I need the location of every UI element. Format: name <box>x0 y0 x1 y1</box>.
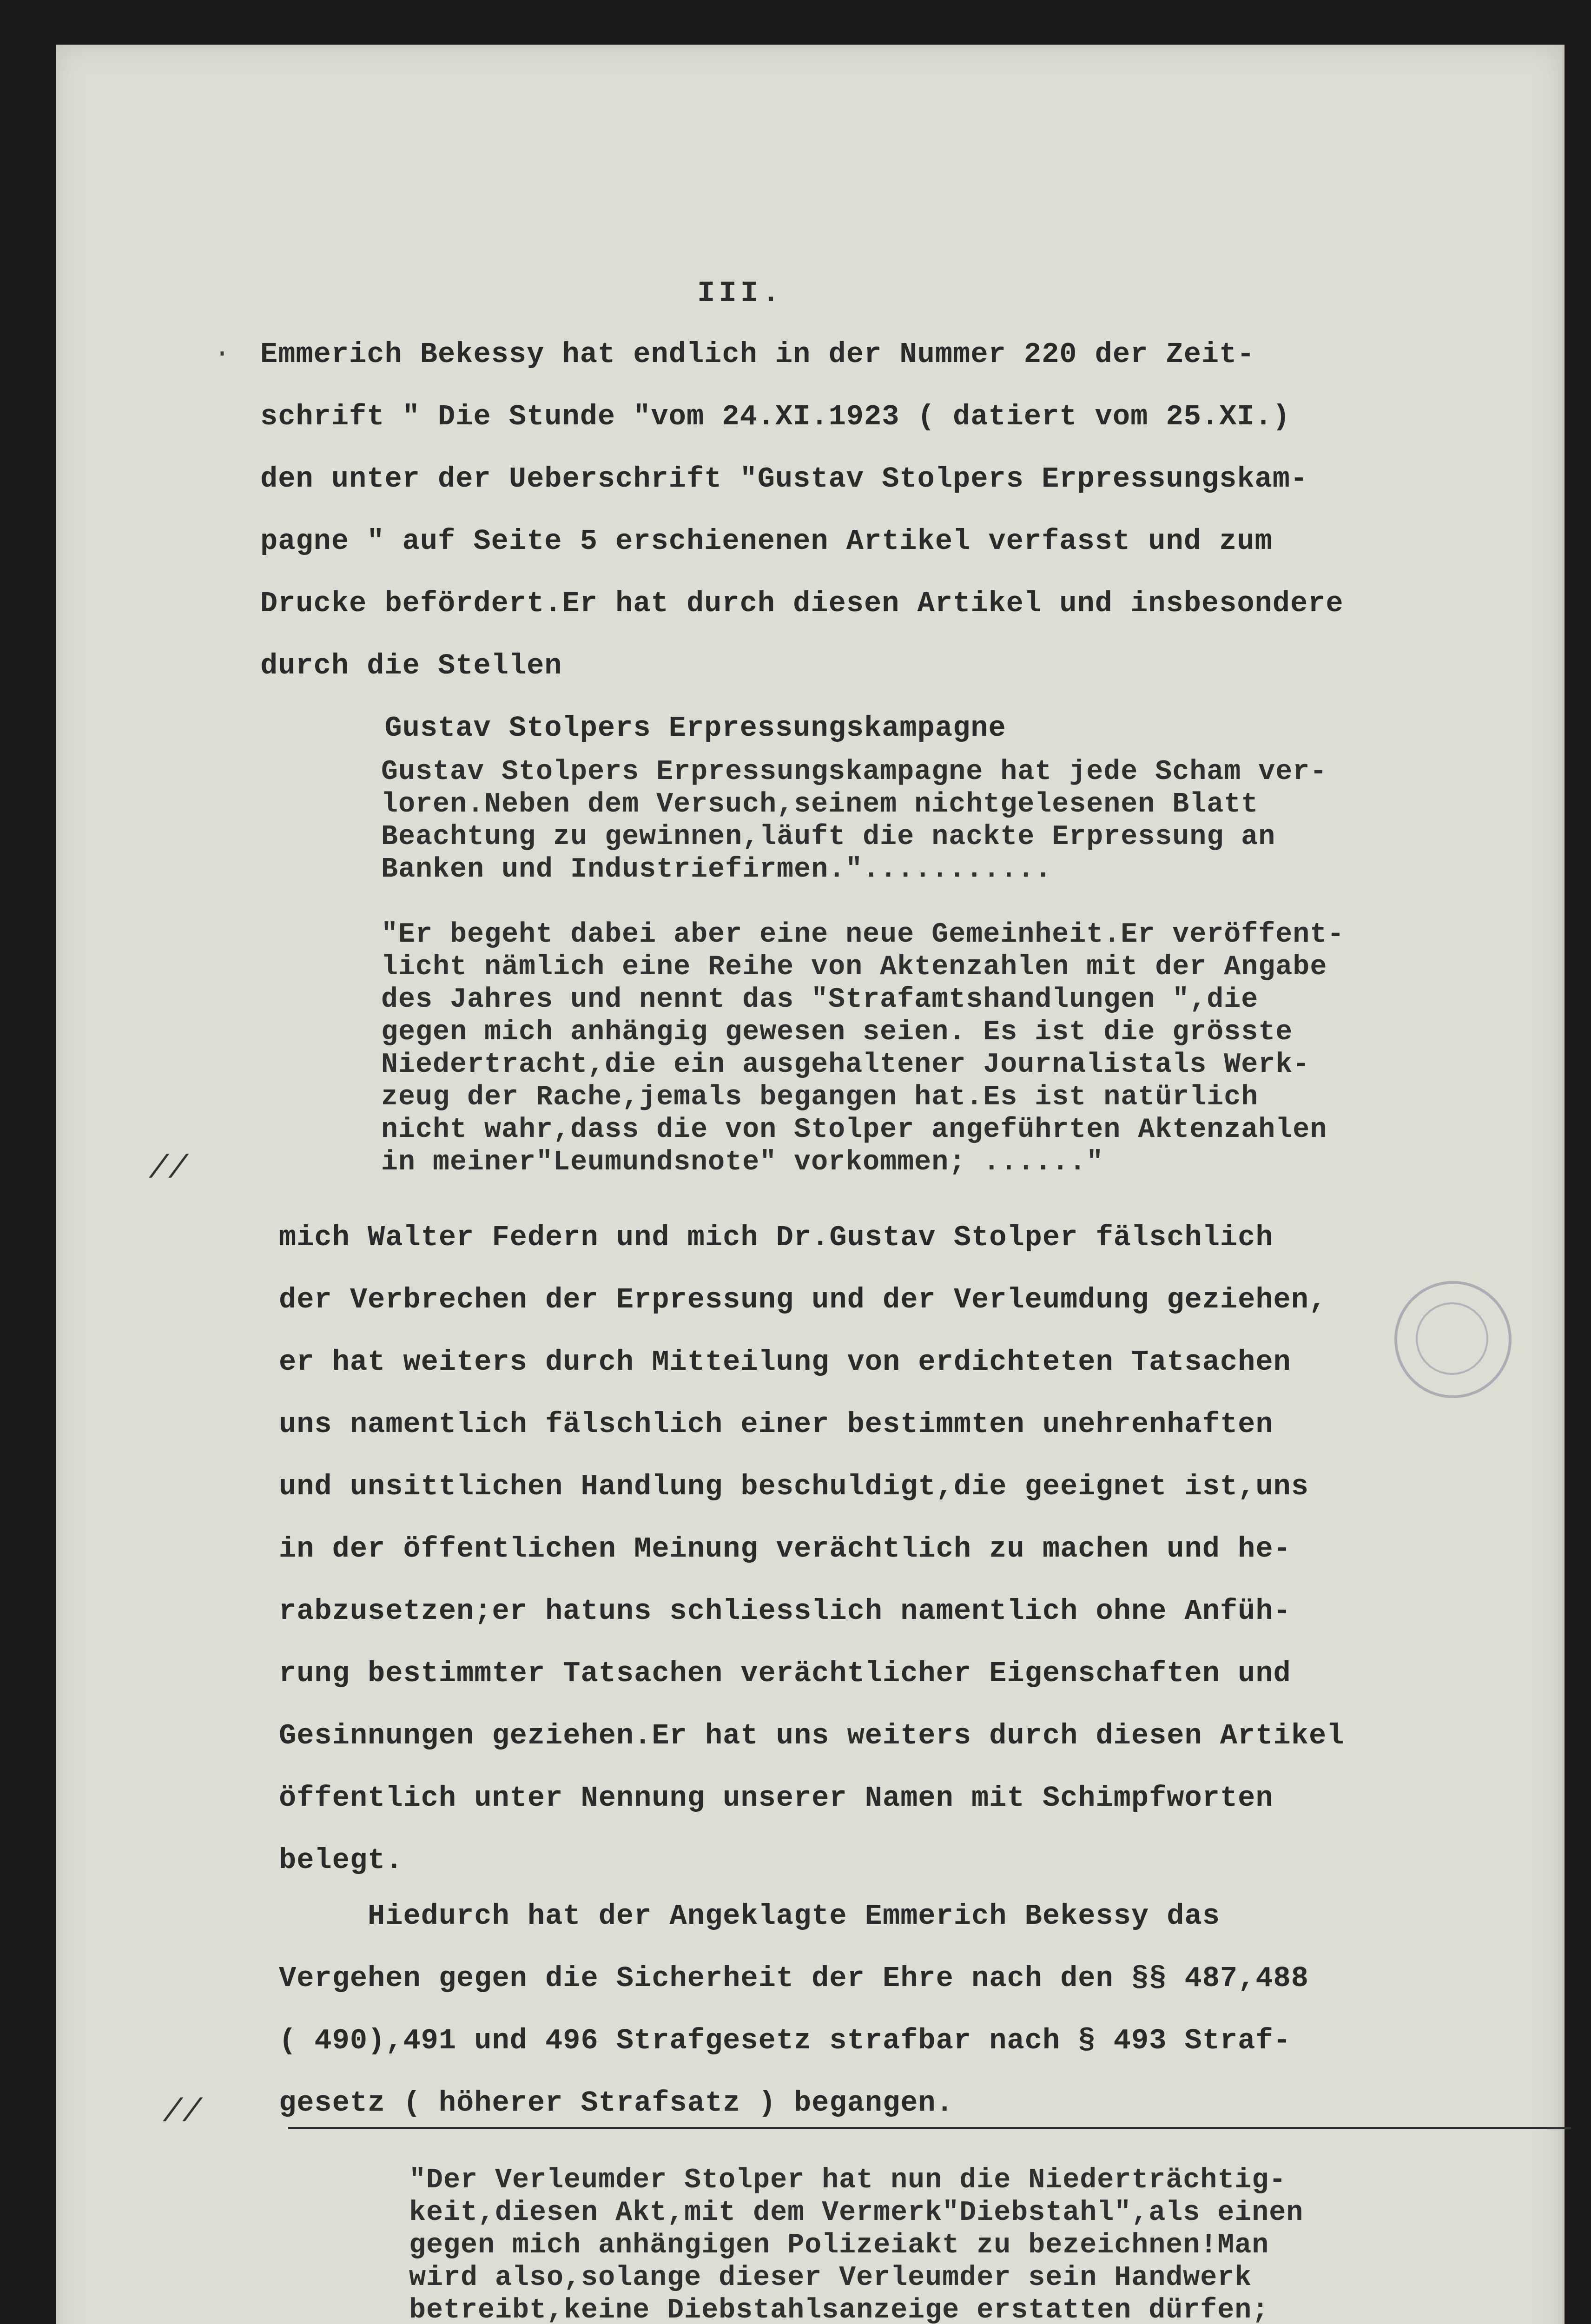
para3-line: ( 490),491 und 496 Strafgesetz strafbar nach § 493 Straf- <box>279 2024 1291 2057</box>
footnote-line: wird also,solange dieser Verleumder sein Handwerk <box>409 2262 1252 2294</box>
quote-block-2 <box>381 918 1344 1179</box>
quote2-line: in meiner"Leumundsnote" vorkommen; ......" <box>381 1147 1104 1178</box>
para3-line: Vergehen gegen die Sicherheit der Ehre nach den §§ 487,488 <box>279 1962 1309 1995</box>
margin-mark-2: // <box>163 2094 202 2131</box>
para3-line: Hiedurch hat der Angeklagte Emmerich Bekessy das <box>279 1900 1220 1933</box>
para2-line: in der öffentlichen Meinung verächtlich zu machen und he- <box>279 1532 1291 1565</box>
para2-line: und unsittlichen Handlung beschuldigt,die geeignet ist,uns <box>279 1470 1309 1503</box>
para2-line: rabzusetzen;er hatuns schliesslich namentlich ohne Anfüh- <box>279 1595 1291 1628</box>
paragraph-intro <box>260 324 1344 759</box>
quote2-line: des Jahres und nennt das "Strafamtshandlungen ",die <box>381 984 1259 1016</box>
quote1-line: Beachtung zu gewinnen,läuft die nackte Erpressung an <box>381 821 1276 853</box>
para1-line: Emmerich Bekessy hat endlich in der Nummer 220 der Zeit- <box>260 338 1255 371</box>
footnote-line: keit,diesen Akt,mit dem Vermerk"Diebstahl",als einen <box>409 2197 1304 2229</box>
stray-mark: . <box>214 333 231 364</box>
para1-line: pagne " auf Seite 5 erschienenen Artikel verfasst und zum <box>260 525 1273 558</box>
paragraph-verdict <box>279 1885 1309 2134</box>
para2-line: öffentlich unter Nennung unserer Namen mit Schimpfworten <box>279 1782 1274 1815</box>
para2-line: belegt. <box>279 1844 403 1877</box>
para1-line: schrift " Die Stunde "vom 24.XI.1923 ( datiert vom 25.XI.) <box>260 400 1290 433</box>
quote2-line: gegen mich anhängig gewesen seien. Es ist die grösste <box>381 1017 1293 1048</box>
para1-line: Drucke befördert.Er hat durch diesen Artikel und insbesondere <box>260 587 1344 620</box>
para2-line: Gesinnungen geziehen.Er hat uns weiters durch diesen Artikel <box>279 1719 1345 1752</box>
quote2-line: nicht wahr,dass die von Stolper angeführten Aktenzahlen <box>381 1114 1327 1146</box>
quote2-line: Niedertracht,die ein ausgehaltener Journalistals Werk- <box>381 1049 1310 1081</box>
quote2-line: zeug der Rache,jemals begangen hat.Es ist natürlich <box>381 1082 1259 1113</box>
footnote-line: gegen mich anhängigen Polizeiakt zu bezeichnen!Man <box>409 2230 1269 2261</box>
section-heading: III. <box>697 277 784 310</box>
para3-line: gesetz ( höherer Strafsatz ) begangen. <box>279 2086 954 2119</box>
footnote-quote <box>409 2164 1303 2324</box>
para2-line: der Verbrechen der Erpressung und der Verleumdung geziehen, <box>279 1283 1327 1316</box>
archive-stamp <box>1394 1281 1512 1398</box>
para2-line: er hat weiters durch Mitteilung von erdichteten Tatsachen <box>279 1346 1291 1379</box>
footnote-line: "Der Verleumder Stolper hat nun die Niederträchtig- <box>409 2165 1287 2196</box>
para1-line: durch die Stellen <box>260 649 562 682</box>
para1-line: Gustav Stolpers Erpressungskampagne <box>260 712 1006 745</box>
para1-line: den unter der Ueberschrift "Gustav Stolpers Erpressungskam- <box>260 462 1308 495</box>
document-page <box>56 45 1565 2324</box>
para2-line: mich Walter Federn und mich Dr.Gustav Stolper fälschlich <box>279 1221 1274 1254</box>
quote1-line: loren.Neben dem Versuch,seinem nichtgelesenen Blatt <box>381 789 1259 820</box>
margin-mark-1: // <box>149 1151 188 1188</box>
quote1-line: Banken und Industriefirmen."........... <box>381 854 1052 885</box>
footnote-divider <box>288 2127 1571 2129</box>
para2-line: rung bestimmter Tatsachen verächtlicher Eigenschaften und <box>279 1657 1291 1690</box>
quote2-line: "Er begeht dabei aber eine neue Gemeinheit.Er veröffent- <box>381 919 1345 951</box>
quote1-line: Gustav Stolpers Erpressungskampagne hat jede Scham ver- <box>381 756 1327 788</box>
quote2-line: licht nämlich eine Reihe von Aktenzahlen mit der Angabe <box>381 951 1327 983</box>
quote-block-1 <box>381 756 1327 886</box>
paragraph-accusation <box>279 1207 1344 1892</box>
footnote-line: betreibt,keine Diebstahlsanzeige erstatten dürfen; <box>409 2295 1269 2324</box>
para2-line: uns namentlich fälschlich einer bestimmten unehrenhaften <box>279 1408 1274 1441</box>
